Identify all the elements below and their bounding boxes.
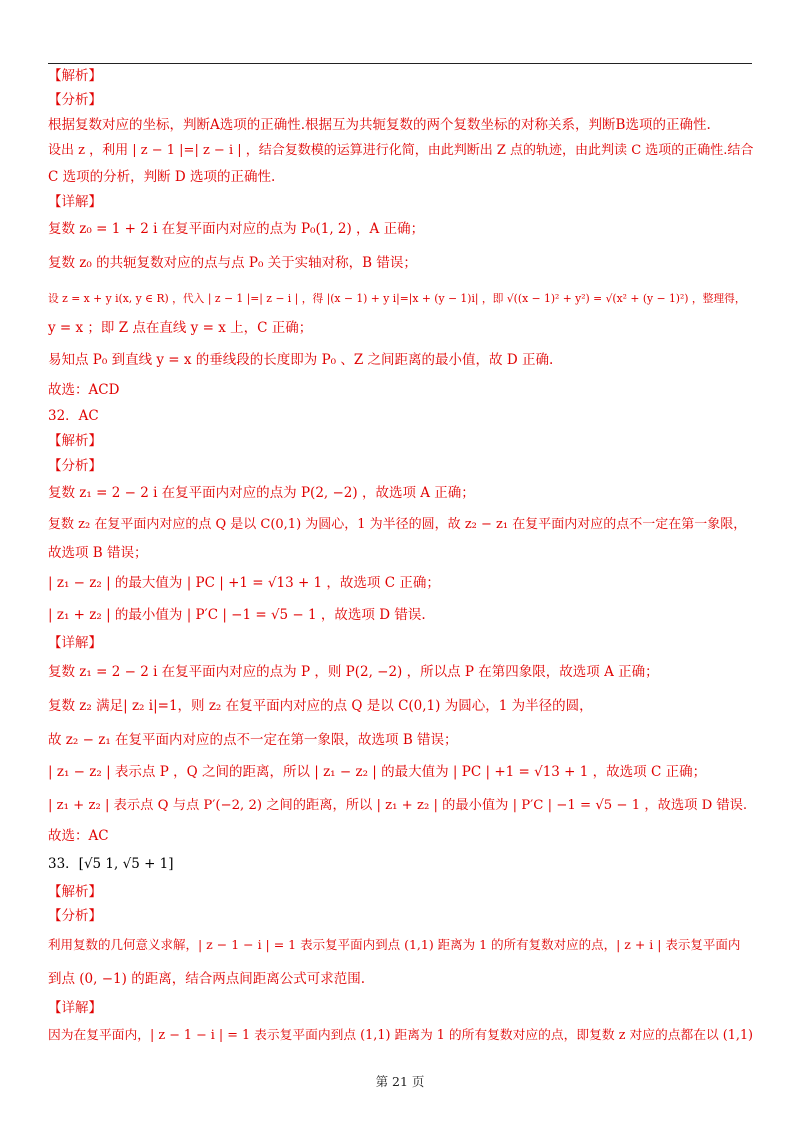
text-line: | z₁ − z₂ | 表示点 P ，Q 之间的距离，所以 | z₁ − z₂ | 的最大值为 | PC | +1 = √13 + 1 ，故选项 C 正确； (48, 764, 707, 780)
section-label-jiexi: 【解析】 (48, 68, 102, 84)
text-line: 根据复数对应的坐标，判断A选项的正确性.根据互为共轭复数的两个复数坐标的对称关系，判断B选项的正确性. (48, 117, 711, 133)
section-label-xiangjie: 【详解】 (48, 194, 102, 210)
section-label-fenxi: 【分析】 (48, 458, 102, 474)
section-label-fenxi: 【分析】 (48, 908, 102, 924)
answer-line: 故选：ACD (48, 382, 120, 398)
answer-line: 故选：AC (48, 828, 109, 844)
text-line: | z₁ − z₂ | 的最大值为 | PC | +1 = √13 + 1 ，故选项 C 正确； (48, 575, 440, 591)
question-number: 32．AC (48, 408, 99, 424)
text-line: | z₁ + z₂ | 的最小值为 | P′C | −1 = √5 − 1 ，故选项 D 错误. (48, 607, 426, 623)
text-line: 复数 z₀ = 1 + 2 i 在复平面内对应的点为 P₀(1, 2) ，A 正确； (48, 221, 425, 237)
header-rule (48, 63, 752, 64)
text-line: 复数 z₂ 满足| z₂ i|=1，则 z₂ 在复平面内对应的点 Q 是以 C(0,1) 为圆心，1 为半径的圆， (48, 698, 593, 714)
question-number: 33．[√5 1, √5 + 1] (48, 856, 174, 872)
text-line: 设出 z ，利用 | z − 1 |=| z − i | ，结合复数模的运算进行化简，由此判断出 Z 点的轨迹，由此判读 C 选项的正确性.结合 (48, 143, 754, 158)
text-line: 到点 (0, −1) 的距离，结合两点间距离公式可求范围. (48, 971, 365, 987)
text-line: 故选项 B 错误； (48, 545, 148, 561)
text-line: 利用复数的几何意义求解，| z − 1 − i | = 1 表示复平面内到点 (1,1) 距离为 1 的所有复数对应的点，| z + i | 表示复平面内 (48, 937, 741, 952)
text-line: C 选项的分析，判断 D 选项的正确性. (48, 169, 276, 185)
text-line: 因为在复平面内，| z − 1 − i | = 1 表示复平面内到点 (1,1) 距离为 1 的所有复数对应的点，即复数 z 对应的点都在以 (1,1) (48, 1028, 754, 1043)
text-line: 复数 z₁ = 2 − 2 i 在复平面内对应的点为 P ，则 P(2, −2) ，所以点 P 在第四象限，故选项 A 正确； (48, 664, 659, 680)
section-label-xiangjie: 【详解】 (48, 1000, 102, 1016)
text-line: 设 z = x + y i(x, y ∈ R) ，代入 | z − 1 |=| z − i | ，得 |(x − 1) + y i|=|x + (y − 1)i| ，即 √((x − 1)² + y²) = √(x² + (y − 1)²) ，整理得， (48, 292, 746, 305)
section-label-fenxi: 【分析】 (48, 92, 102, 108)
page-footer: 第 21 页 (375, 1074, 425, 1089)
text-line: 复数 z₁ = 2 − 2 i 在复平面内对应的点为 P(2, −2) ，故选项 A 正确； (48, 485, 475, 501)
text-line: 复数 z₀ 的共轭复数对应的点与点 P₀ 关于实轴对称，B 错误； (48, 255, 417, 271)
text-line: 易知点 P₀ 到直线 y = x 的垂线段的长度即为 P₀ 、Z 之间距离的最小值，故 D 正确. (48, 352, 554, 368)
text-line: 故 z₂ − z₁ 在复平面内对应的点不一定在第一象限，故选项 B 错误； (48, 732, 458, 748)
section-label-jiexi: 【解析】 (48, 884, 102, 900)
section-label-xiangjie: 【详解】 (48, 635, 102, 651)
text-line: | z₁ + z₂ | 表示点 Q 与点 P′(−2, 2) 之间的距离，所以 | z₁ + z₂ | 的最小值为 | P′C | −1 = √5 − 1 ，故选项 D 错误. (48, 798, 748, 813)
text-line: 复数 z₂ 在复平面内对应的点 Q 是以 C(0,1) 为圆心，1 为半径的圆，故 z₂ − z₁ 在复平面内对应的点不一定在第一象限， (48, 517, 747, 532)
section-label-jiexi: 【解析】 (48, 433, 102, 449)
text-line: y = x ；即 Z 点在直线 y = x 上，C 正确； (48, 320, 313, 336)
